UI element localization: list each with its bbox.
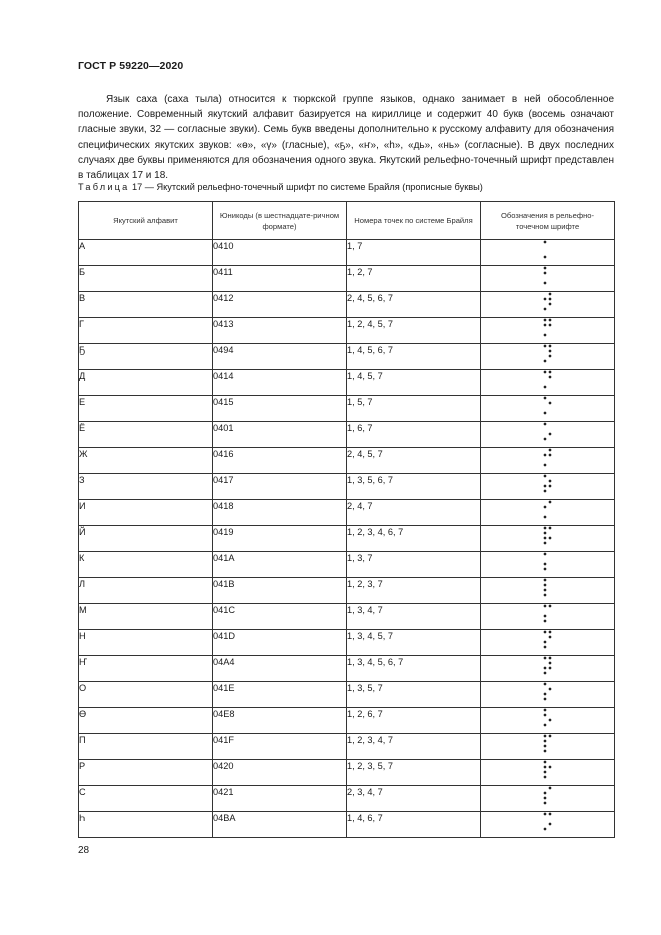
intro-paragraph: Язык саха (саха тыла) относится к тюркской группе языков, однако занимает в ней обособленное положение. Современный якутский алфавит базируется на кириллице и содержит 40 букв (восемь означают гласные звуки, 32 — согласные звуки). Семь букв введены дополнительно к русскому алфавиту для обозначения специфических якутских звуков: «ɵ», «ү» (гласные), «ҕ», «ҥ», «һ», «дь», «нь» (согласные). В двух последних случаях две буквы применяются для обозначения одного звука. Якутский рельефно-точечный шрифт представлен в таблицах 17 и 18.: [78, 94, 614, 182]
braille-symbol-cell: [481, 630, 615, 656]
braille-dot-2: [543, 714, 546, 717]
letter-cell: Н: [79, 630, 213, 656]
braille-dot-2: [543, 792, 546, 795]
letter-cell: М: [79, 604, 213, 630]
braille-dot-7: [543, 412, 546, 415]
braille-dots-icon: [543, 422, 553, 441]
braille-dots-icon: [543, 500, 553, 519]
braille-dot-3: [543, 485, 546, 488]
unicode-cell: 041B: [213, 578, 347, 604]
braille-dot-7: [543, 464, 546, 467]
letter-cell: Д: [79, 370, 213, 396]
unicode-cell: 0418: [213, 500, 347, 526]
braille-dot-2: [543, 532, 546, 535]
table-row: [79, 240, 615, 266]
braille-dot-1: [543, 397, 546, 400]
braille-symbol-cell: [481, 474, 615, 500]
letter-cell: В: [79, 292, 213, 318]
table-row: [79, 656, 615, 682]
dot-numbers-cell: 1, 2, 3, 4, 6, 7: [347, 526, 481, 552]
dot-numbers-cell: 1, 2, 7: [347, 266, 481, 292]
table-row: [79, 604, 615, 630]
braille-dots-icon: [543, 630, 553, 649]
braille-dot-1: [543, 527, 546, 530]
dot-numbers-cell: 2, 3, 4, 7: [347, 786, 481, 812]
braille-dot-1: [543, 709, 546, 712]
braille-dot-6: [548, 303, 551, 306]
braille-symbol-cell: [481, 734, 615, 760]
dot-numbers-cell: 2, 4, 5, 6, 7: [347, 292, 481, 318]
table-row: [79, 812, 615, 838]
braille-symbol-cell: [481, 240, 615, 266]
braille-dot-1: [543, 553, 546, 556]
unicode-cell: 04A4: [213, 656, 347, 682]
braille-dot-2: [543, 272, 546, 275]
braille-dot-6: [548, 433, 551, 436]
table-row: [79, 734, 615, 760]
table-row: [79, 526, 615, 552]
unicode-cell: 0411: [213, 266, 347, 292]
table-row: [79, 760, 615, 786]
header-alphabet: Якутский алфавит: [79, 202, 213, 240]
braille-symbol-cell: [481, 604, 615, 630]
braille-dot-7: [543, 828, 546, 831]
braille-dot-4: [548, 605, 551, 608]
dot-numbers-cell: 1, 5, 7: [347, 396, 481, 422]
braille-dot-7: [543, 620, 546, 623]
letter-cell: О: [79, 682, 213, 708]
braille-dot-5: [548, 688, 551, 691]
braille-dot-4: [548, 293, 551, 296]
caption-label: Таблица: [78, 182, 130, 192]
table-row: [79, 682, 615, 708]
braille-dot-3: [543, 563, 546, 566]
braille-dot-6: [548, 667, 551, 670]
braille-dot-7: [543, 776, 546, 779]
page-number: 28: [78, 845, 90, 856]
braille-dot-6: [548, 485, 551, 488]
braille-dot-2: [543, 740, 546, 743]
unicode-cell: 0416: [213, 448, 347, 474]
braille-dot-3: [543, 771, 546, 774]
dot-numbers-cell: 1, 2, 3, 5, 7: [347, 760, 481, 786]
table-row: [79, 500, 615, 526]
braille-dot-4: [548, 345, 551, 348]
unicode-cell: 0401: [213, 422, 347, 448]
braille-dots-icon: [543, 552, 553, 571]
dot-numbers-cell: 1, 2, 3, 7: [347, 578, 481, 604]
letter-cell: Е: [79, 396, 213, 422]
dot-numbers-cell: 1, 2, 4, 5, 7: [347, 318, 481, 344]
braille-dots-icon: [543, 812, 553, 831]
braille-dots-icon: [543, 708, 553, 727]
table-row: [79, 708, 615, 734]
braille-symbol-cell: [481, 500, 615, 526]
letter-cell: Б: [79, 266, 213, 292]
braille-dot-3: [543, 797, 546, 800]
braille-dot-2: [543, 454, 546, 457]
braille-dots-icon: [543, 240, 553, 259]
unicode-cell: 041D: [213, 630, 347, 656]
braille-dots-icon: [543, 474, 553, 493]
braille-dot-7: [543, 360, 546, 363]
unicode-cell: 0413: [213, 318, 347, 344]
braille-dot-4: [548, 527, 551, 530]
braille-dots-icon: [543, 448, 553, 467]
braille-dots-icon: [543, 656, 553, 675]
unicode-cell: 0419: [213, 526, 347, 552]
braille-dot-1: [543, 345, 546, 348]
braille-symbol-cell: [481, 344, 615, 370]
table-row: [79, 578, 615, 604]
unicode-cell: 041E: [213, 682, 347, 708]
braille-dot-4: [548, 371, 551, 374]
unicode-cell: 0417: [213, 474, 347, 500]
braille-symbol-cell: [481, 708, 615, 734]
table-header-row: [79, 202, 615, 240]
braille-dot-3: [543, 615, 546, 618]
dot-numbers-cell: 1, 7: [347, 240, 481, 266]
letter-cell: Л: [79, 578, 213, 604]
dot-numbers-cell: 1, 3, 4, 7: [347, 604, 481, 630]
braille-dot-4: [548, 319, 551, 322]
braille-dot-4: [548, 501, 551, 504]
braille-dot-3: [543, 537, 546, 540]
braille-dot-5: [548, 298, 551, 301]
braille-dot-1: [543, 267, 546, 270]
braille-dot-5: [548, 454, 551, 457]
braille-dot-3: [543, 693, 546, 696]
braille-symbol-cell: [481, 396, 615, 422]
braille-dots-icon: [543, 318, 553, 337]
braille-dot-1: [543, 241, 546, 244]
table-row: [79, 448, 615, 474]
letter-cell: К: [79, 552, 213, 578]
braille-symbol-cell: [481, 656, 615, 682]
letter-cell: Й: [79, 526, 213, 552]
braille-symbol-cell: [481, 318, 615, 344]
dot-numbers-cell: 1, 2, 3, 4, 7: [347, 734, 481, 760]
braille-dot-7: [543, 334, 546, 337]
braille-symbol-cell: [481, 578, 615, 604]
dot-numbers-cell: 1, 3, 5, 6, 7: [347, 474, 481, 500]
braille-dots-icon: [543, 292, 553, 311]
braille-dot-4: [548, 631, 551, 634]
braille-dot-7: [543, 698, 546, 701]
braille-symbol-cell: [481, 812, 615, 838]
dot-numbers-cell: 1, 3, 4, 5, 6, 7: [347, 656, 481, 682]
braille-dot-6: [548, 355, 551, 358]
braille-dot-7: [543, 724, 546, 727]
letter-cell: С: [79, 786, 213, 812]
braille-symbol-cell: [481, 292, 615, 318]
braille-dot-5: [548, 324, 551, 327]
unicode-cell: 041C: [213, 604, 347, 630]
braille-dot-7: [543, 282, 546, 285]
braille-dot-4: [548, 787, 551, 790]
table-row: [79, 422, 615, 448]
braille-dot-7: [543, 750, 546, 753]
braille-symbol-cell: [481, 552, 615, 578]
braille-dot-4: [548, 735, 551, 738]
braille-dot-5: [548, 480, 551, 483]
letter-cell: Ө: [79, 708, 213, 734]
unicode-cell: 0494: [213, 344, 347, 370]
braille-dots-icon: [543, 734, 553, 753]
header-unicode: Юникоды (в шестнадцате-ричном формате): [213, 202, 347, 240]
table-row: [79, 474, 615, 500]
braille-dots-icon: [543, 526, 553, 545]
dot-numbers-cell: 1, 2, 6, 7: [347, 708, 481, 734]
dot-numbers-cell: 1, 4, 5, 6, 7: [347, 344, 481, 370]
braille-dot-7: [543, 386, 546, 389]
braille-dot-7: [543, 308, 546, 311]
braille-dot-2: [543, 324, 546, 327]
braille-dot-7: [543, 672, 546, 675]
table-row: [79, 292, 615, 318]
braille-dots-icon: [543, 396, 553, 415]
unicode-cell: 0410: [213, 240, 347, 266]
braille-symbol-cell: [481, 786, 615, 812]
braille-dots-icon: [543, 604, 553, 623]
braille-dot-7: [543, 802, 546, 805]
braille-dot-1: [543, 475, 546, 478]
letter-cell: П: [79, 734, 213, 760]
dot-numbers-cell: 1, 3, 4, 5, 7: [347, 630, 481, 656]
braille-dot-1: [543, 631, 546, 634]
braille-dot-1: [543, 319, 546, 322]
braille-dot-7: [543, 568, 546, 571]
letter-cell: Һ: [79, 812, 213, 838]
caption-text: 17 — Якутский рельефно-точечный шрифт по системе Брайля (прописные буквы): [129, 182, 483, 192]
letter-cell: И: [79, 500, 213, 526]
braille-dot-1: [543, 605, 546, 608]
braille-dot-1: [543, 683, 546, 686]
braille-dot-2: [543, 584, 546, 587]
braille-table: [78, 201, 615, 838]
braille-dot-3: [543, 667, 546, 670]
braille-dot-2: [543, 298, 546, 301]
braille-dot-2: [543, 766, 546, 769]
unicode-cell: 041A: [213, 552, 347, 578]
header-braille-symbol: Обозначения в рельефно-точечном шрифте: [481, 202, 615, 240]
braille-dot-7: [543, 490, 546, 493]
dot-numbers-cell: 1, 4, 6, 7: [347, 812, 481, 838]
braille-symbol-cell: [481, 682, 615, 708]
unicode-cell: 0414: [213, 370, 347, 396]
braille-dot-7: [543, 256, 546, 259]
table-row: [79, 786, 615, 812]
unicode-cell: 04E8: [213, 708, 347, 734]
braille-symbol-cell: [481, 526, 615, 552]
braille-dot-3: [543, 641, 546, 644]
letter-cell: Г: [79, 318, 213, 344]
dot-numbers-cell: 1, 4, 5, 7: [347, 370, 481, 396]
letter-cell: З: [79, 474, 213, 500]
unicode-cell: 0412: [213, 292, 347, 318]
braille-dot-5: [548, 402, 551, 405]
braille-dot-3: [543, 745, 546, 748]
table-caption: [78, 182, 618, 192]
braille-dot-6: [548, 719, 551, 722]
table-row: [79, 630, 615, 656]
braille-dots-icon: [543, 682, 553, 701]
braille-dot-5: [548, 376, 551, 379]
braille-dot-1: [543, 579, 546, 582]
braille-symbol-cell: [481, 266, 615, 292]
letter-cell: Ҕ: [79, 344, 213, 370]
braille-dots-icon: [543, 760, 553, 779]
braille-symbol-cell: [481, 448, 615, 474]
dot-numbers-cell: 2, 4, 7: [347, 500, 481, 526]
braille-dot-6: [548, 537, 551, 540]
braille-symbol-cell: [481, 760, 615, 786]
braille-dot-7: [543, 542, 546, 545]
braille-dot-4: [548, 449, 551, 452]
braille-dot-5: [548, 350, 551, 353]
braille-dot-7: [543, 594, 546, 597]
braille-dot-2: [543, 506, 546, 509]
table-row: [79, 344, 615, 370]
braille-dot-5: [548, 636, 551, 639]
dot-numbers-cell: 1, 6, 7: [347, 422, 481, 448]
letter-cell: Ж: [79, 448, 213, 474]
header-dot-numbers: Номера точек по системе Брайля: [347, 202, 481, 240]
table-row: [79, 552, 615, 578]
document-header: ГОСТ Р 59220—2020: [78, 60, 184, 72]
braille-dots-icon: [543, 786, 553, 805]
braille-dot-1: [543, 423, 546, 426]
unicode-cell: 04BA: [213, 812, 347, 838]
braille-symbol-cell: [481, 370, 615, 396]
braille-symbol-cell: [481, 422, 615, 448]
unicode-cell: 0421: [213, 786, 347, 812]
braille-dot-1: [543, 657, 546, 660]
unicode-cell: 041F: [213, 734, 347, 760]
letter-cell: А: [79, 240, 213, 266]
braille-dots-icon: [543, 370, 553, 389]
letter-cell: Р: [79, 760, 213, 786]
letter-cell: Ҥ: [79, 656, 213, 682]
braille-dots-icon: [543, 344, 553, 363]
unicode-cell: 0415: [213, 396, 347, 422]
braille-dot-6: [548, 823, 551, 826]
unicode-cell: 0420: [213, 760, 347, 786]
braille-dot-7: [543, 646, 546, 649]
braille-dots-icon: [543, 578, 553, 597]
braille-dot-1: [543, 371, 546, 374]
braille-dot-1: [543, 735, 546, 738]
dot-numbers-cell: 2, 4, 5, 7: [347, 448, 481, 474]
braille-dot-5: [548, 766, 551, 769]
braille-dot-7: [543, 516, 546, 519]
table-row: [79, 396, 615, 422]
letter-cell: Ё: [79, 422, 213, 448]
table-row: [79, 370, 615, 396]
dot-numbers-cell: 1, 3, 7: [347, 552, 481, 578]
braille-dot-5: [548, 662, 551, 665]
braille-dot-7: [543, 438, 546, 441]
braille-dots-icon: [543, 266, 553, 285]
braille-dot-1: [543, 761, 546, 764]
dot-numbers-cell: 1, 3, 5, 7: [347, 682, 481, 708]
table-row: [79, 318, 615, 344]
braille-dot-4: [548, 657, 551, 660]
braille-dot-4: [548, 813, 551, 816]
braille-dot-3: [543, 589, 546, 592]
braille-dot-1: [543, 813, 546, 816]
table-row: [79, 266, 615, 292]
